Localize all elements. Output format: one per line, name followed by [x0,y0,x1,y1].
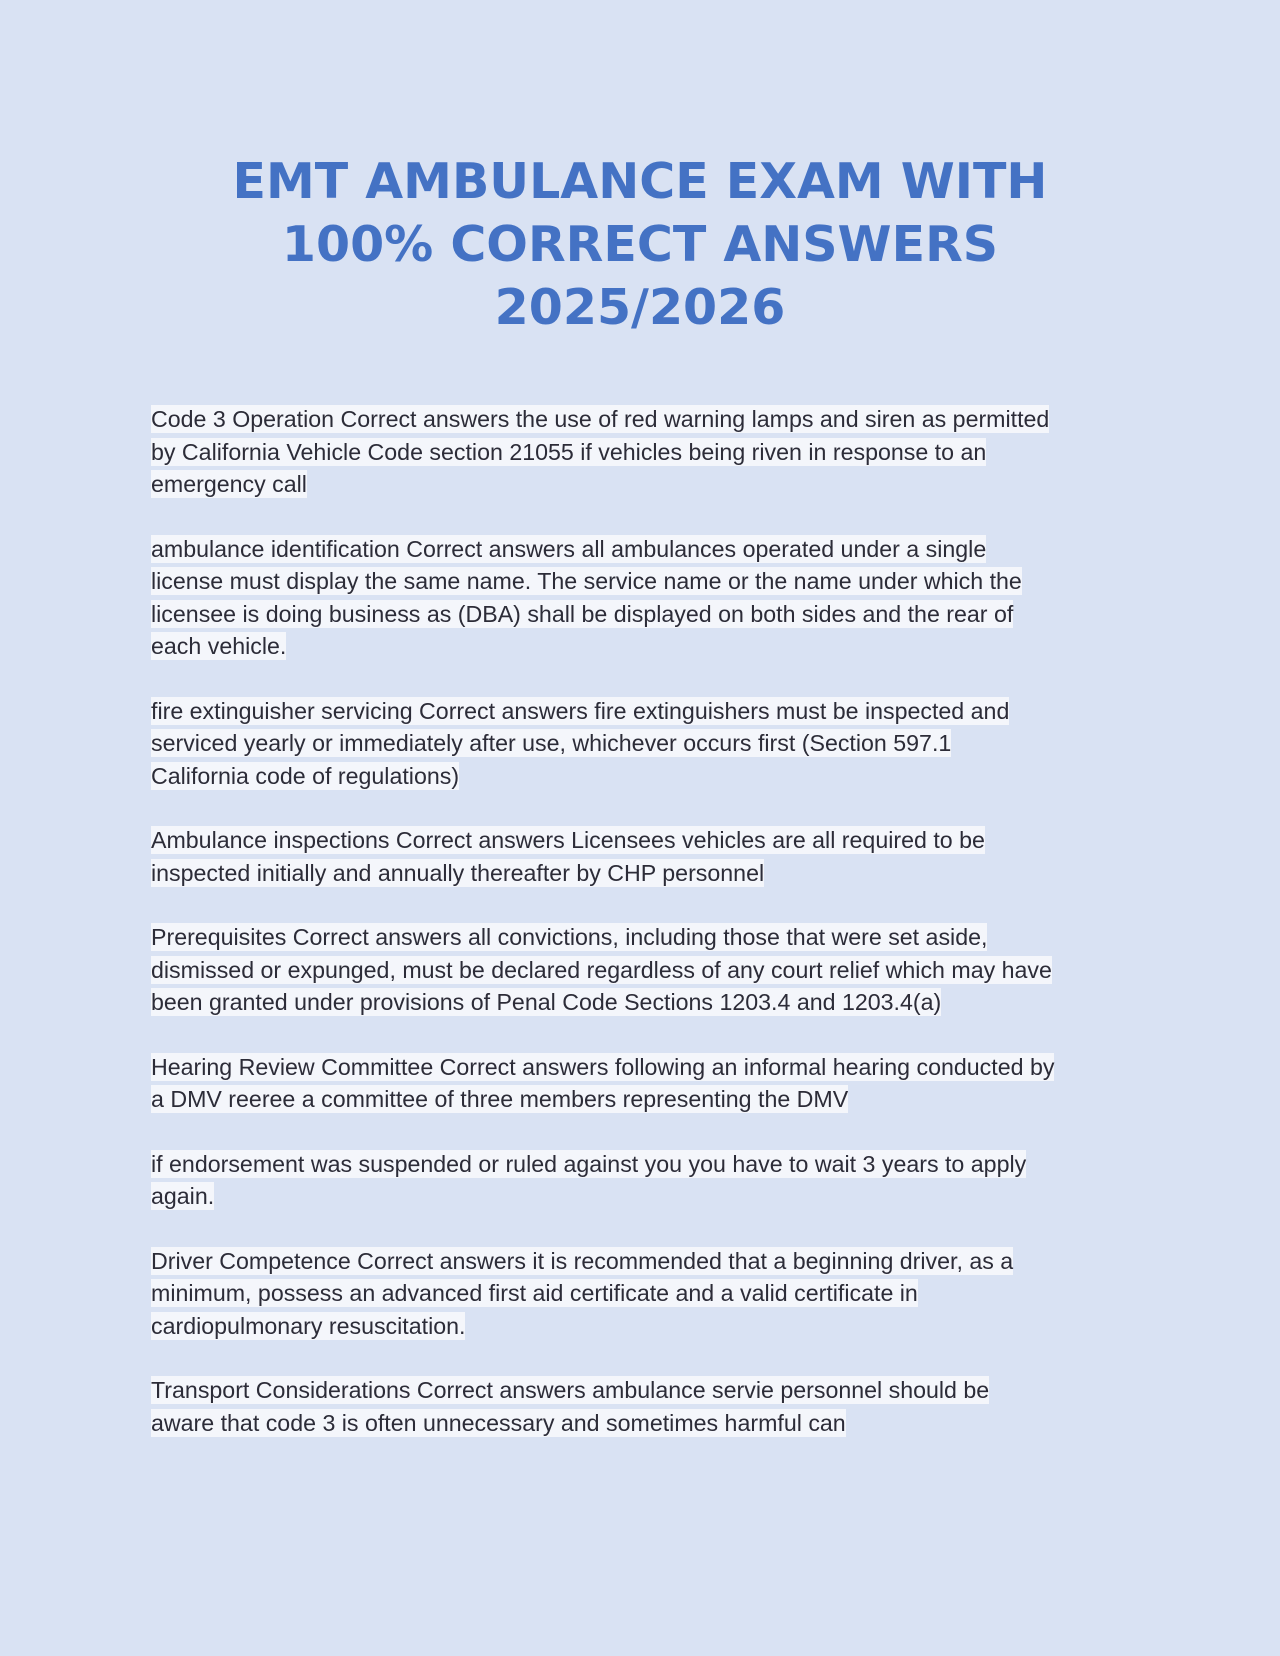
qa-paragraph-endorsement-suspended [151,1148,1151,1213]
text-line: California code of regulations) [151,762,460,789]
text-line: dismissed or expunged, must be declared regardless of any court relief which may have [151,956,1052,983]
text-line: emergency call [151,471,307,497]
title-line: 100% CORRECT ANSWERS [281,216,999,273]
text-line: inspected initially and annually thereafter by CHP personnel [151,859,765,886]
qa-paragraph-ambulance-identification [151,533,1151,663]
text-line: serviced yearly or immediately after use, whichever occurs first (Section 597.1 [151,730,952,756]
qa-paragraph-ambulance-inspections [151,824,1151,889]
text-line: by California Vehicle Code section 21055 if vehicles being riven in response to an [151,438,987,465]
text-line: license must display the same name. The service name or the name under which the [151,568,1022,594]
text-line: again. [151,1183,215,1209]
text-line: ambulance identification Correct answers all ambulances operated under a single [151,535,987,562]
text-line: been granted under provisions of Penal Code Sections 1203.4 and 1203.4(a) [151,989,942,1015]
qa-paragraph-prerequisites [151,921,1151,1019]
text-line: a DMV reeree a committee of three members representing the DMV [151,1086,849,1112]
qa-paragraph-driver-competence [151,1245,1151,1343]
document-body [151,403,1151,1471]
qa-paragraph-hearing-review-committee [151,1051,1151,1116]
text-line: licensee is doing business as (DBA) shall be displayed on both sides and the rear of [151,600,1014,627]
qa-paragraph-fire-extinguisher-servicing [151,695,1151,793]
text-line: cardiopulmonary resuscitation. [151,1312,466,1339]
text-line: aware that code 3 is often unnecessary and sometimes harmful can [151,1409,846,1436]
text-line: fire extinguisher servicing Correct answers fire extinguishers must be inspected and [151,697,1010,724]
text-line: Ambulance inspections Correct answers Licensees vehicles are all required to be [151,827,985,853]
title-line: 2025/2026 [494,279,786,336]
text-line: Hearing Review Committee Correct answers following an informal hearing conducted by [151,1053,1055,1080]
text-line: if endorsement was suspended or ruled against you you have to wait 3 years to apply [151,1150,1027,1177]
text-line: each vehicle. [151,633,287,659]
text-line: Transport Considerations Correct answers ambulance servie personnel should be [151,1377,990,1403]
title-line: EMT AMBULANCE EXAM WITH [232,153,1048,210]
text-line: Prerequisites Correct answers all convictions, including those that were set aside, [151,924,988,950]
text-line: minimum, possess an advanced first aid certificate and a valid certificate in [151,1280,918,1306]
text-line: Code 3 Operation Correct answers the use of red warning lamps and siren as permitted [151,406,1050,432]
text-line: Driver Competence Correct answers it is recommended that a beginning driver, as a [151,1247,1014,1274]
qa-paragraph-code-3-operation [151,403,1151,501]
document-title [140,150,1140,339]
qa-paragraph-transport-considerations [151,1374,1151,1439]
